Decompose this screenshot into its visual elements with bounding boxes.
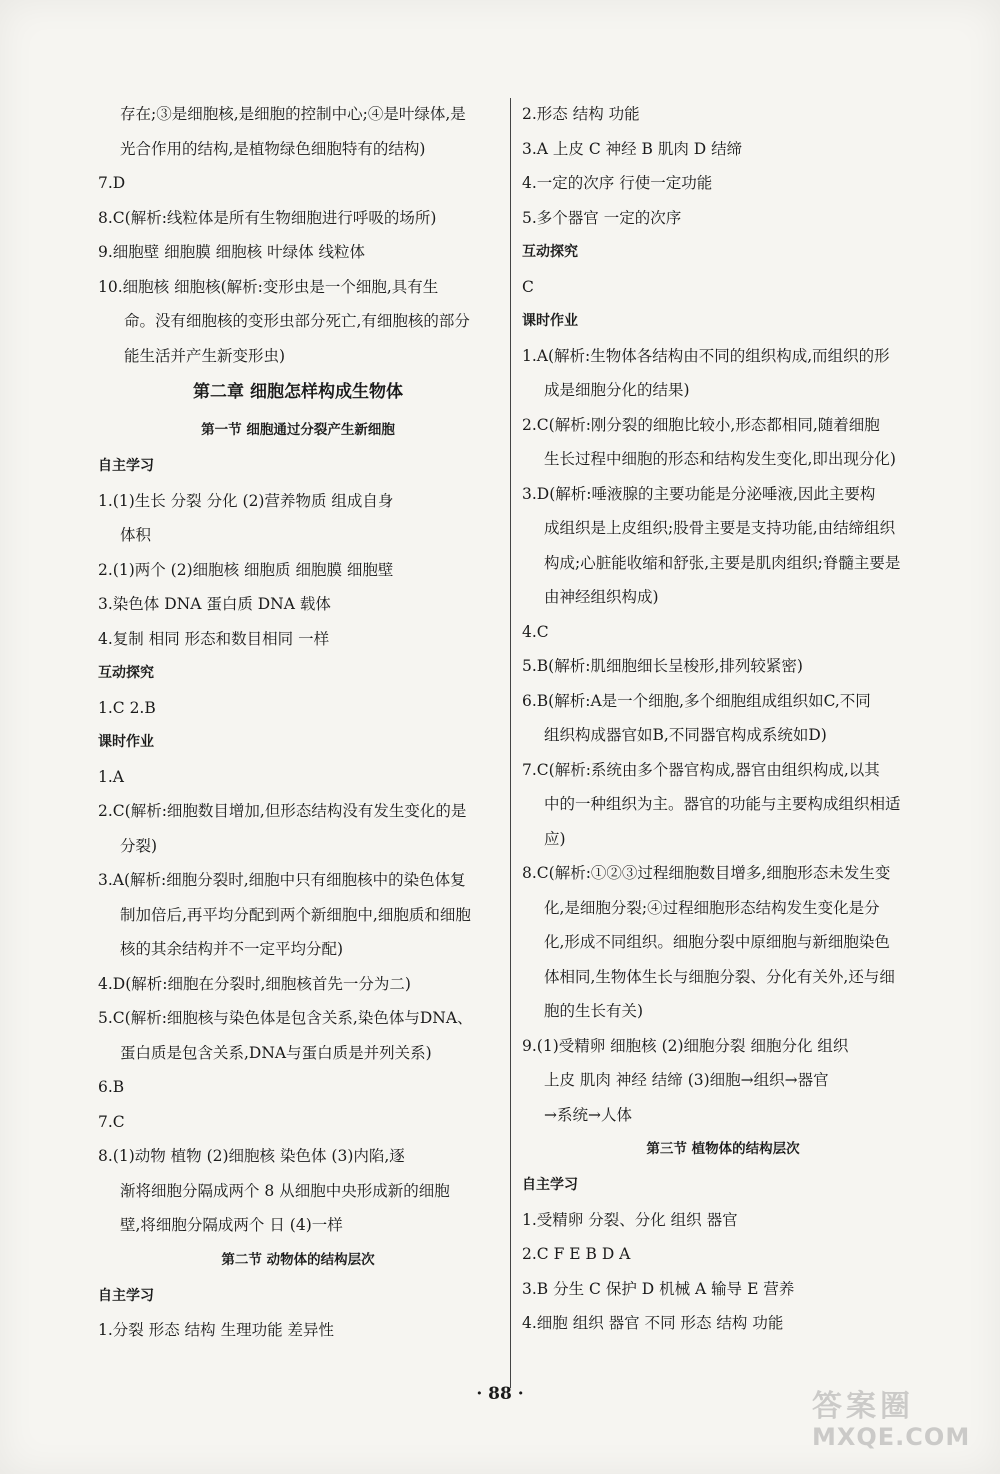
- text-line: 化,是细胞分裂;④过程细胞形态结构发生变化是分: [544, 898, 880, 917]
- page-number: · 88 ·: [476, 1384, 524, 1404]
- answer-line: 1.C 2.B: [98, 698, 156, 717]
- text-line: 化,形成不同组织。细胞分裂中原细胞与新细胞染色: [544, 933, 890, 951]
- answer-line: 4.一定的次序 行使一定功能: [522, 174, 713, 192]
- text-line: 体相同,生物体生长与细胞分裂、分化有关外,还与细: [544, 967, 895, 986]
- column-divider: [510, 98, 511, 1388]
- text-line: 生长过程中细胞的形态和结构发生变化,即出现分化): [544, 450, 896, 468]
- answer-line: 4.C: [522, 622, 549, 641]
- text-line: 壁,将细胞分隔成两个 日 (4)一样: [120, 1216, 343, 1234]
- answer-line: 1.受精卵 分裂、分化 组织 器官: [522, 1210, 738, 1229]
- answer-line: 7.D: [98, 174, 126, 192]
- text-line: 分裂): [120, 836, 158, 855]
- answer-line: 3.D(解析:唾液腺的主要功能是分泌唾液,因此主要构: [522, 484, 876, 503]
- watermark-url: MXQE.COM: [812, 1423, 971, 1451]
- section-title: 第二节 动物体的结构层次: [221, 1251, 375, 1268]
- answer-line: 6.B(解析:A是一个细胞,多个细胞组成组织如C,不同: [522, 691, 871, 710]
- text-line: 渐将细胞分隔成两个 8 从细胞中央形成新的细胞: [120, 1181, 450, 1200]
- text-line: 应): [544, 829, 566, 848]
- text-line: 体积: [120, 526, 152, 544]
- text-line: 命。没有细胞核的变形虫部分死亡,有细胞核的部分: [124, 312, 470, 330]
- answer-line: 4.D(解析:细胞在分裂时,细胞核首先一分为二): [98, 974, 411, 993]
- chapter-title: 第二章 细胞怎样构成生物体: [193, 382, 403, 402]
- text-line: 蛋白质是包含关系,DNA与蛋白质是并列关系): [120, 1043, 432, 1062]
- left-column: [98, 104, 498, 1355]
- text-line: 制加倍后,再平均分配到两个新细胞中,细胞质和细胞: [120, 905, 471, 924]
- text-line: →系统→人体: [544, 1105, 632, 1124]
- text-line: 核的其余结构并不一定平均分配): [120, 940, 344, 958]
- text-line: 构成;心脏能收缩和舒张,主要是肌肉组织;脊髓主要是: [544, 553, 901, 572]
- answer-line: 3.B 分生 C 保护 D 机械 A 输导 E 营养: [522, 1279, 795, 1298]
- answer-line: 5.C(解析:细胞核与染色体是包含关系,染色体与DNA、: [98, 1009, 473, 1027]
- answer-line: 9.细胞壁 细胞膜 细胞核 叶绿体 线粒体: [98, 243, 365, 261]
- answer-line: 8.(1)动物 植物 (2)细胞核 染色体 (3)内陷,逐: [98, 1147, 405, 1165]
- answer-line: 10.细胞核 细胞核(解析:变形虫是一个细胞,具有生: [98, 277, 439, 296]
- answer-line: 2.(1)两个 (2)细胞核 细胞质 细胞膜 细胞壁: [98, 560, 394, 579]
- answer-line: 3.A 上皮 C 神经 B 肌肉 D 结缔: [522, 139, 743, 158]
- right-column: [522, 104, 924, 1348]
- answer-line: 3.A(解析:细胞分裂时,细胞中只有细胞核中的染色体复: [98, 871, 466, 889]
- subsection-heading: 课时作业: [98, 734, 154, 750]
- answer-line: 2.C F E B D A: [522, 1245, 631, 1263]
- section-title: 第一节 细胞通过分裂产生新细胞: [201, 422, 395, 438]
- text-line: 组织构成器官如B,不同器官构成系统如D): [544, 726, 827, 744]
- answer-line: 1.(1)生长 分裂 分化 (2)营养物质 组成自身: [98, 491, 394, 510]
- answer-line: 2.C(解析:细胞数目增加,但形态结构没有发生变化的是: [98, 802, 467, 820]
- subsection-heading: 自主学习: [98, 1287, 154, 1304]
- text-line: 由神经组织构成): [544, 588, 659, 606]
- text-line: 成是细胞分化的结果): [544, 381, 690, 399]
- answer-line: 2.C(解析:刚分裂的细胞比较小,形态都相同,随着细胞: [522, 415, 880, 434]
- answer-line: 9.(1)受精卵 细胞核 (2)细胞分裂 细胞分化 组织: [522, 1036, 849, 1055]
- answer-line: 7.C(解析:系统由多个器官构成,器官由组织构成,以其: [522, 760, 880, 779]
- subsection-heading: 互动探究: [522, 244, 578, 260]
- text-line: 能生活并产生新变形虫): [124, 346, 286, 365]
- subsection-heading: 自主学习: [98, 458, 154, 474]
- answer-line: 3.染色体 DNA 蛋白质 DNA 载体: [98, 595, 331, 613]
- watermark-logo: [812, 1389, 971, 1452]
- text-line: 胞的生长有关): [544, 1002, 644, 1020]
- answer-line: 7.C: [98, 1112, 125, 1131]
- answer-line: 2.形态 结构 功能: [522, 105, 640, 123]
- text-line: 中的一种组织为主。器官的功能与主要构成组织相适: [544, 795, 901, 813]
- answer-line: 4.复制 相同 形态和数目相同 一样: [98, 629, 330, 648]
- answer-line: 4.细胞 组织 器官 不同 形态 结构 功能: [522, 1314, 784, 1332]
- answer-line: C: [522, 277, 534, 296]
- answer-line: 1.A(解析:生物体各结构由不同的组织构成,而组织的形: [522, 346, 890, 365]
- answer-line: 5.多个器官 一定的次序: [522, 208, 682, 227]
- answer-line: 6.B: [98, 1078, 125, 1096]
- text-line: 存在;③是细胞核,是细胞的控制中心;④是叶绿体,是: [120, 105, 466, 123]
- answer-line: 5.B(解析:肌细胞细长呈梭形,排列较紧密): [522, 657, 803, 675]
- answer-line: 1.A: [98, 767, 124, 786]
- subsection-heading: 互动探究: [98, 665, 154, 681]
- answer-line: 8.C(解析:①②③过程细胞数目增多,细胞形态未发生变: [522, 864, 891, 882]
- watermark-text: 答案圈: [812, 1389, 914, 1424]
- answer-line: 8.C(解析:线粒体是所有生物细胞进行呼吸的场所): [98, 208, 437, 227]
- answer-line: 1.分裂 形态 结构 生理功能 差异性: [98, 1321, 334, 1339]
- subsection-heading: 自主学习: [522, 1177, 578, 1193]
- text-line: 光合作用的结构,是植物绿色细胞特有的结构): [120, 139, 426, 158]
- text-line: 上皮 肌肉 神经 结缔 (3)细胞→组织→器官: [544, 1071, 829, 1089]
- section-title: 第三节 植物体的结构层次: [646, 1141, 800, 1157]
- subsection-heading: 课时作业: [522, 313, 578, 329]
- text-line: 成组织是上皮组织;股骨主要是支持功能,由结缔组织: [544, 519, 896, 537]
